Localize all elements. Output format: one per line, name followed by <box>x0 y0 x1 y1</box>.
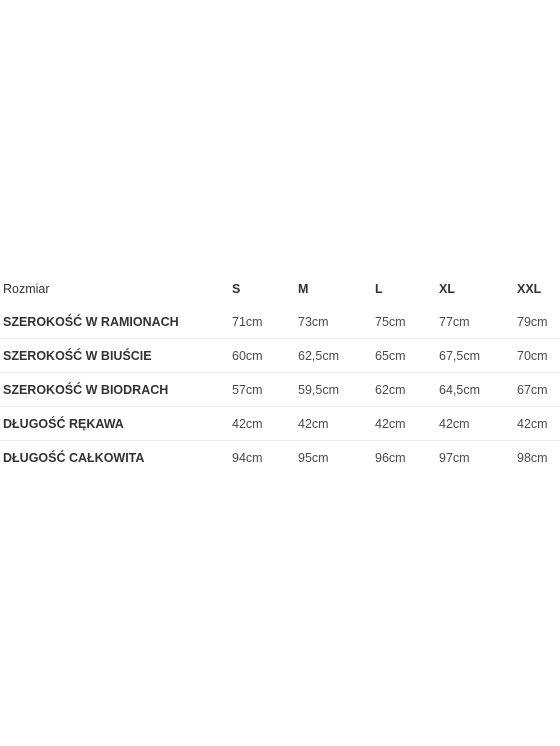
table-cell: 42cm <box>375 416 406 431</box>
table-cell: 62cm <box>375 382 406 397</box>
table-cell: 62,5cm <box>298 348 339 363</box>
table-cell: 71cm <box>232 314 263 329</box>
table-cell: 77cm <box>439 314 470 329</box>
table-cell: 95cm <box>298 450 329 465</box>
row-label: SZEROKOŚĆ W RAMIONACH <box>3 314 179 329</box>
header-size-xxl: XXL <box>517 281 542 296</box>
table-cell: 57cm <box>232 382 263 397</box>
table-cell: 42cm <box>298 416 329 431</box>
row-label: DŁUGOŚĆ RĘKAWA <box>3 416 124 431</box>
header-size-xl: XL <box>439 281 455 296</box>
table-row <box>0 407 560 441</box>
table-cell: 42cm <box>517 416 548 431</box>
header-size-l: L <box>375 281 383 296</box>
table-cell: 42cm <box>439 416 470 431</box>
row-label: SZEROKOŚĆ W BIUŚCIE <box>3 348 152 363</box>
table-row <box>0 373 560 407</box>
table-cell: 70cm <box>517 348 548 363</box>
table-cell: 42cm <box>232 416 263 431</box>
table-header-row <box>0 272 560 305</box>
header-size-s: S <box>232 281 241 296</box>
table-cell: 60cm <box>232 348 263 363</box>
header-size-m: M <box>298 281 309 296</box>
size-chart-table <box>0 272 560 474</box>
table-cell: 94cm <box>232 450 263 465</box>
table-cell: 59,5cm <box>298 382 339 397</box>
table-cell: 79cm <box>517 314 548 329</box>
table-cell: 64,5cm <box>439 382 480 397</box>
table-cell: 67cm <box>517 382 548 397</box>
table-row <box>0 339 560 373</box>
table-cell: 67,5cm <box>439 348 480 363</box>
table-row <box>0 305 560 339</box>
row-label: DŁUGOŚĆ CAŁKOWITA <box>3 450 145 465</box>
table-cell: 98cm <box>517 450 548 465</box>
table-cell: 65cm <box>375 348 406 363</box>
table-cell: 75cm <box>375 314 406 329</box>
table-cell: 96cm <box>375 450 406 465</box>
header-size-label: Rozmiar <box>3 281 50 296</box>
table-cell: 73cm <box>298 314 329 329</box>
table-cell: 97cm <box>439 450 470 465</box>
table-row <box>0 441 560 475</box>
row-label: SZEROKOŚĆ W BIODRACH <box>3 382 169 397</box>
